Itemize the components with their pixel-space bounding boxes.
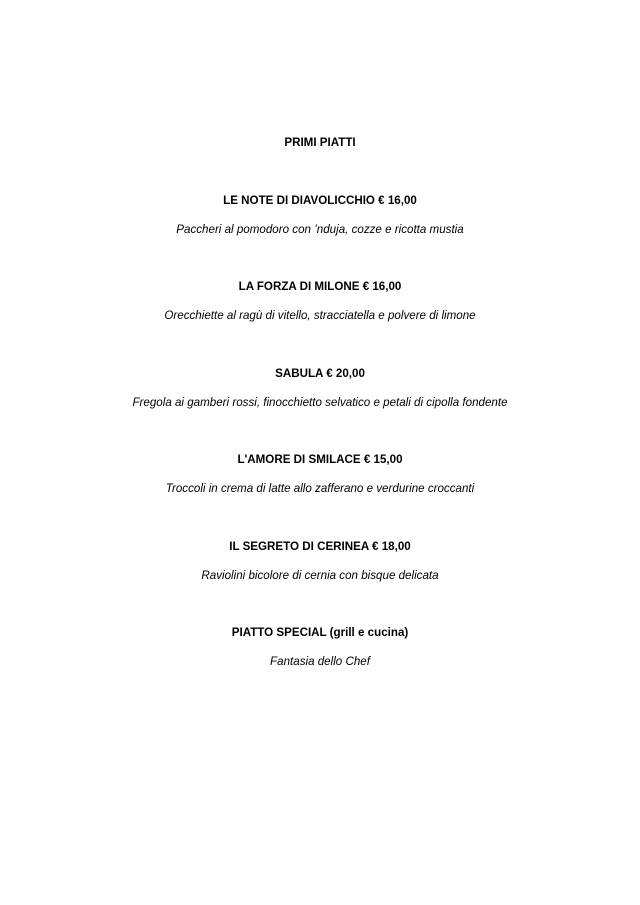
dish-title: LE NOTE DI DIAVOLICCHIO € 16,00: [223, 194, 417, 207]
dish-description: Fantasia dello Chef: [270, 655, 370, 668]
section-title: PRIMI PIATTI: [284, 136, 356, 149]
dish-title: LA FORZA DI MILONE € 16,00: [238, 280, 402, 293]
dish-description: Raviolini bicolore di cernia con bisque delicata: [201, 569, 439, 582]
dish-title: L'AMORE DI SMILACE € 15,00: [237, 453, 403, 466]
dish-description: Troccoli in crema di latte allo zafferano e verdurine croccanti: [165, 482, 475, 495]
dish-description: Paccheri al pomodoro con ’nduja, cozze e ricotta mustia: [176, 223, 464, 236]
dish-title: IL SEGRETO DI CERINEA € 18,00: [229, 540, 411, 553]
dish-description: Orecchiette al ragù di vitello, stracciatella e polvere di limone: [164, 309, 476, 322]
dish-description: Fregola ai gamberi rossi, finocchietto selvatico e petali di cipolla fondente: [132, 396, 508, 409]
dish-title: PIATTO SPECIAL (grill e cucina): [231, 626, 409, 639]
dish-title: SABULA € 20,00: [275, 367, 365, 380]
